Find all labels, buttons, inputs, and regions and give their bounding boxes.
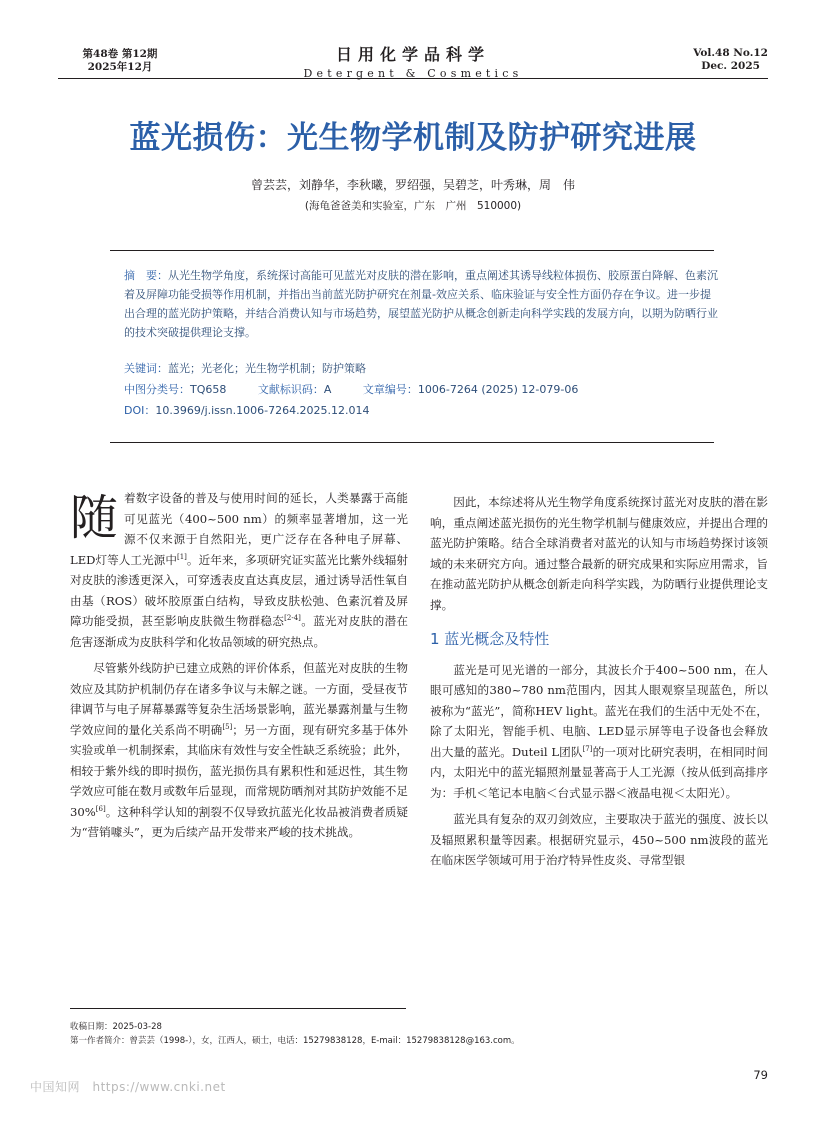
citation[interactable]: [5] (222, 722, 233, 731)
text-span: 的一项对比研究表明，在相同时间内，太阳光中的蓝光辐照剂量显著高于人工光源（按从低到高排序为：手机＜笔记本电脑＜台式显示器＜液晶电视＜太阳光）。 (430, 744, 768, 800)
section1-paragraph-1 (430, 660, 768, 804)
footnote-rule (70, 1008, 406, 1009)
abstract-bottom-rule (110, 442, 714, 443)
abstract (124, 266, 718, 342)
classification-line (124, 381, 724, 397)
text-span: 。近年来，多项研究证实蓝光比紫外线辐射对皮肤的渗透更深入，可穿透表皮直达真皮层，通过诱导活性氧自由基（ROS）破坏胶原蛋白结构，导致皮肤松弛、色素沉着及屏障功能受损，甚至影响皮肤微生物群稳态 (70, 552, 408, 628)
abstract-top-rule (110, 250, 714, 251)
keywords-label: 关键词： (124, 362, 168, 375)
clc-label: 中图分类号： (124, 383, 190, 396)
keywords-value: 蓝光；光老化；光生物学机制；防护策略 (168, 362, 366, 375)
text-span: 蓝光是可见光谱的一部分，其波长介于400~500 nm，在人眼可感知的380~780 nm范围内，因其人眼观察呈现蓝色，所以被称为“蓝光”，简称HEV light。蓝光在我们的生活中无处不在，除了太阳光，智能手机、电脑、LED显示屏等电子设备也会释放出大量的蓝光。Duteil L团队 (430, 662, 768, 759)
text-span: 着数字设备的普及与使用时间的延长，人类暴露于高能可见蓝光（400~500 nm）的频率显著增加，这一光源不仅来源于自然阳光，更广泛存在各种电子屏幕、LED灯等人工光源中 (70, 491, 408, 567)
drop-cap: 随 (70, 490, 119, 546)
citation[interactable]: [1] (176, 552, 187, 561)
left-column (70, 488, 408, 843)
text-span: 。这种科学认知的割裂不仅导致抗蓝光化妆品被消费者质疑为“营销噱头”，更为后续产品开发带来严峻的技术挑战。 (70, 804, 408, 839)
citation[interactable]: [6] (95, 804, 106, 813)
affiliation: (海龟爸爸美和实验室，广东 广州 510000) (304, 200, 522, 212)
intro-paragraph-3: 因此，本综述将从光生物学角度系统探讨蓝光对皮肤的潜在影响，重点阐述蓝光损伤的光生物学机制与健康效应，并提出合理的蓝光防护策略。结合全球消费者对蓝光的认知与市场趋势探讨该领域的未来研究方向。通过整合最新的研究成果和实际应用需求，旨在推动蓝光防护从概念创新走向科学实践，为防晒行业提供理论支撑。 (430, 495, 768, 612)
doi (124, 402, 724, 418)
citation[interactable]: [2-4] (284, 614, 301, 623)
watermark: 中国知网 https://www.cnki.net (30, 1080, 226, 1094)
header-rule (58, 78, 768, 79)
intro-paragraph-2 (70, 658, 408, 843)
section1-paragraph-2: 蓝光具有复杂的双刃剑效应，主要取决于蓝光的强度、波长以及辐照累积量等因素。根据研究显示，450~500 nm波段的蓝光在临床医学领域可用于治疗特异性皮炎、寻常型银 (430, 812, 768, 867)
author-list: 曾芸芸，刘静华，李秋曦，罗绍强，吴碧芝，叶秀琳，周 伟 (250, 178, 575, 192)
article-number-value: 1006-7264 (2025) 12-079-06 (417, 383, 579, 396)
citation[interactable]: [7] (582, 744, 593, 753)
received-date: 收稿日期：2025-03-28 (70, 1022, 162, 1032)
keywords (124, 360, 724, 376)
first-author-info: 第一作者简介：曾芸芸（1998-），女，江西人，硕士，电话：15279838128，E-mail：15279838128@163.com。 (70, 1036, 520, 1046)
article-title: 蓝光损伤：光生物学机制及防护研究进展 (129, 120, 697, 156)
text-span: 尽管紫外线防护已建立成熟的评价体系，但蓝光对皮肤的生物效应及其防护机制仍存在诸多争议与未解之谜。一方面，受昼夜节律调节与电子屏幕暴露等复杂生活场景影响，蓝光暴露剂量与生物学效应间的量化关系尚不明确 (70, 661, 408, 737)
journal-issue-right (693, 47, 768, 73)
date-cn: 2025年12月 (87, 61, 153, 73)
doc-code-label: 文献标识码： (257, 383, 324, 396)
journal-name-cn: 日用化学品科学 (335, 45, 490, 64)
right-column (430, 492, 768, 871)
intro-paragraph-1 (70, 488, 408, 652)
doi-value[interactable]: 10.3969/j.issn.1006-7264.2025.12.014 (155, 404, 370, 417)
page-number: 79 (753, 1068, 768, 1082)
text-span: ；另一方面，现有研究多基于体外实验或单一机制探索，其临床有效性与安全性缺乏系统验；此外，相较于紫外线的即时损伤，蓝光损伤具有累积性和延迟性，其生物学效应可能在数月或数年后显现，而常规防晒剂对其防护效能不足30% (70, 722, 408, 819)
clc-value: TQ658 (190, 383, 227, 396)
section-heading-1: 1 蓝光概念及特性 (430, 630, 550, 648)
doc-code-value: A (323, 383, 332, 396)
text-span: 。蓝光对皮肤的潜在危害逐渐成为皮肤科学和化妆品领域的研究热点。 (70, 614, 408, 649)
article-number-label: 文章编号： (362, 383, 418, 396)
volume-issue-cn: 第48卷 第12期 (82, 48, 158, 60)
volume-issue-en: Vol.48 No.12 (693, 47, 768, 59)
journal-name-en: Detergent & Cosmetics (303, 67, 523, 80)
date-en: Dec. 2025 (701, 60, 760, 72)
abstract-label: 摘 要： (124, 269, 168, 282)
abstract-text: 从光生物学角度，系统探讨高能可见蓝光对皮肤的潜在影响，重点阐述其诱导线粒体损伤、胶原蛋白降解、色素沉着及屏障功能受损等作用机制，并指出当前蓝光防护研究在剂量-效应关系、临床验证与安全性方面仍存在争议。进一步提出合理的蓝光防护策略，并结合消费认知与市场趋势，展望蓝光防护从概念创新走向科学实践的发展方向，以期为防晒行业的技术突破提供理论支撑。 (124, 269, 718, 339)
doi-label: DOI： (124, 404, 156, 417)
